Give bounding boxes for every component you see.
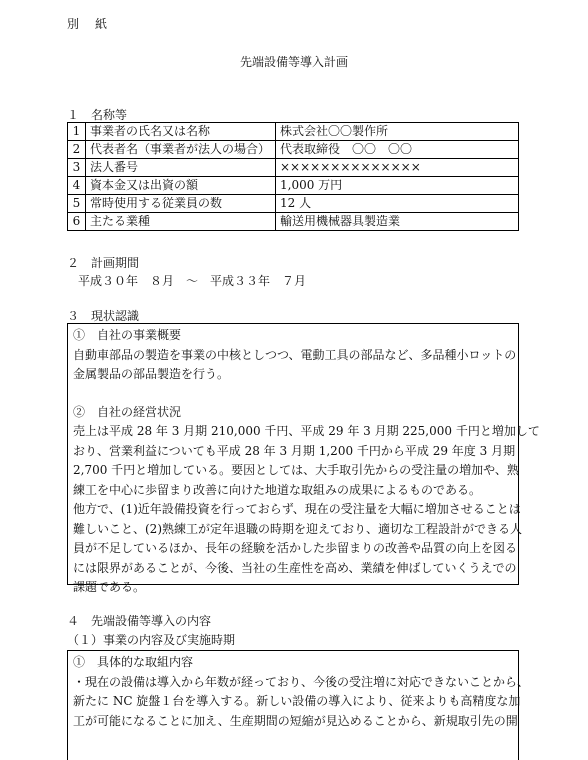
row-label: 代表者名（事業者が法人の場合） — [86, 141, 276, 159]
business-overview-title: ① 自社の事業概要 — [73, 328, 182, 342]
current-status-box — [67, 323, 540, 594]
table-row — [68, 141, 519, 159]
text-line: 工が可能になることに加え、生産期間の短縮が見込めることから、新規取引先の開 — [73, 713, 518, 728]
section2-heading: ２ 計画期間 — [67, 256, 140, 270]
document-title: 先端設備等導入計画 — [239, 55, 348, 69]
row-label: 事業者の氏名又は名称 — [86, 123, 276, 141]
row-value: 株式会社〇〇製作所 — [276, 123, 519, 141]
initiative-box — [67, 650, 530, 760]
text-line: には限界があることが、今後、当社の生産性を高め、業績を伸ばしていくうえでの — [73, 560, 517, 575]
management-status-title: ② 自社の経営状況 — [73, 404, 182, 419]
row-value: 輸送用機械器具製造業 — [276, 213, 519, 231]
row-number: 1 — [68, 123, 86, 141]
text-line: 練工を中心に歩留まり改善に向けた地道な取組みの成果によるものである。 — [73, 482, 482, 497]
table-row — [68, 177, 519, 195]
company-info-table — [67, 122, 519, 231]
table-row — [68, 213, 519, 231]
row-number: 3 — [68, 159, 86, 177]
row-value: 12 人 — [276, 195, 519, 213]
initiative-title: ① 具体的な取組内容 — [73, 655, 194, 669]
management-status-text — [73, 422, 540, 598]
text-line: 新たに NC 旋盤１台を導入する。新しい設備の導入により、従来よりも高精度な加 — [73, 694, 521, 708]
section4-heading: ４ 先端設備等導入の内容 — [67, 614, 212, 628]
row-value: ×××××××××××××× — [276, 159, 519, 177]
text-line: ・現在の設備は導入から年数が経っており、今後の受注増に対応できないことから、 — [73, 674, 530, 689]
text-line: おり、営業利益についても平成 28 年 3 月期 1,200 千円から平成 29 年度 3 月期 — [73, 443, 516, 458]
text-line: 自動車部品の製造を事業の中核としつつ、電動工具の部品など、多品種小ロットの — [73, 347, 517, 362]
section1-heading: １ 名称等 — [67, 108, 128, 122]
row-value: 1,000 万円 — [276, 177, 519, 195]
attachment-label: 別 紙 — [67, 17, 110, 31]
row-label: 常時使用する従業員の数 — [86, 195, 276, 213]
row-number: 5 — [68, 195, 86, 213]
table-row — [68, 123, 519, 141]
business-overview-text — [73, 346, 517, 385]
text-line: 売上は平成 28 年 3 月期 210,000 千円、平成 29 年 3 月期 225,000 千円と増加して — [73, 424, 540, 438]
text-line: 課題である。 — [73, 580, 146, 594]
row-label: 主たる業種 — [86, 213, 276, 231]
section3-heading: ３ 現状認識 — [67, 309, 140, 323]
initiative-text — [73, 673, 530, 732]
row-number: 2 — [68, 141, 86, 159]
table-row — [68, 159, 519, 177]
text-line: 2,700 千円と増加している。要因としては、大手取引先からの受注量の増加や、熟 — [73, 463, 519, 477]
section4-subheading: （１）事業の内容及び実施時期 — [67, 633, 236, 647]
text-line: 難しいこと、(2)熟練工が定年退職の時期を迎えており、適切な工程設計ができる人 — [73, 521, 523, 536]
row-number: 6 — [68, 213, 86, 231]
text-line: 金属製品の部品製造を行う。 — [73, 367, 230, 381]
text-line: 員が不足しているほか、長年の経験を活かした歩留まりの改善や品質の向上を図る — [73, 541, 518, 555]
row-value: 代表取締役 〇〇 〇〇 — [276, 141, 519, 159]
row-number: 4 — [68, 177, 86, 195]
plan-period: 平成３０年 ８月 ～ 平成３３年 ７月 — [78, 274, 307, 288]
row-label: 資本金又は出資の額 — [86, 177, 276, 195]
row-label: 法人番号 — [86, 159, 276, 177]
table-row — [68, 195, 519, 213]
text-line: 他方で、(1)近年設備投資を行っておらず、現在の受注量を大幅に増加させることは — [73, 502, 521, 516]
